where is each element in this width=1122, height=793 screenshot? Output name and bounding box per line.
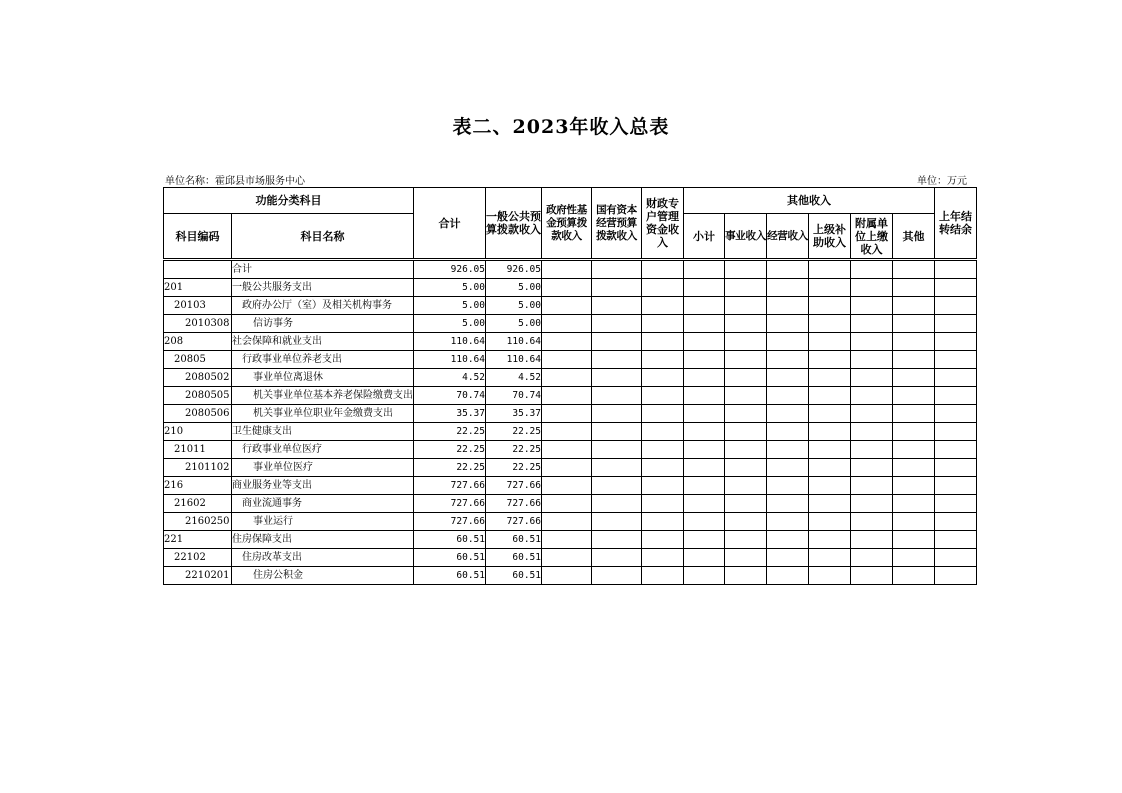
empty-cell: [767, 387, 809, 405]
empty-cell: [809, 279, 851, 297]
table-row: [164, 567, 977, 585]
table-row: [164, 333, 977, 351]
empty-cell: [893, 477, 935, 495]
row-total: 926.05: [414, 261, 486, 279]
empty-cell: [767, 423, 809, 441]
row-general-budget: 727.66: [486, 513, 542, 531]
header-gov-fund: 政府性基金预算拨款收入: [542, 188, 592, 259]
empty-cell: [935, 333, 977, 351]
row-code: 21602: [164, 495, 232, 513]
empty-cell: [642, 423, 684, 441]
empty-cell: [767, 369, 809, 387]
empty-cell: [542, 405, 592, 423]
empty-cell: [935, 315, 977, 333]
row-code: 2101102: [164, 459, 232, 477]
empty-cell: [767, 297, 809, 315]
empty-cell: [592, 441, 642, 459]
empty-cell: [935, 423, 977, 441]
empty-cell: [893, 351, 935, 369]
empty-cell: [592, 333, 642, 351]
empty-cell: [592, 261, 642, 279]
row-code: 201: [164, 279, 232, 297]
empty-cell: [725, 297, 767, 315]
empty-cell: [592, 495, 642, 513]
table-row: [164, 423, 977, 441]
empty-cell: [642, 333, 684, 351]
table-row: [164, 387, 977, 405]
empty-cell: [642, 531, 684, 549]
row-total: 5.00: [414, 315, 486, 333]
empty-cell: [851, 297, 893, 315]
row-name: 事业单位离退休: [232, 369, 414, 387]
empty-cell: [684, 261, 725, 279]
row-general-budget: 4.52: [486, 369, 542, 387]
empty-cell: [809, 351, 851, 369]
empty-cell: [809, 567, 851, 585]
header-general-budget: 一般公共预算拨款收入: [486, 188, 542, 259]
empty-cell: [851, 459, 893, 477]
empty-cell: [592, 513, 642, 531]
empty-cell: [725, 567, 767, 585]
empty-cell: [542, 495, 592, 513]
row-name: 商业服务业等支出: [232, 477, 414, 495]
empty-cell: [809, 477, 851, 495]
empty-cell: [542, 531, 592, 549]
empty-cell: [809, 405, 851, 423]
row-code: 216: [164, 477, 232, 495]
empty-cell: [935, 567, 977, 585]
header-affiliated-payment: 附属单位上缴收入: [851, 214, 893, 259]
header-business-income: 事业收入: [725, 214, 767, 259]
header-code: 科目编码: [164, 214, 232, 259]
row-name: 政府办公厅（室）及相关机构事务: [232, 297, 414, 315]
empty-cell: [684, 567, 725, 585]
empty-cell: [767, 351, 809, 369]
empty-cell: [542, 459, 592, 477]
row-general-budget: 22.25: [486, 441, 542, 459]
row-general-budget: 110.64: [486, 333, 542, 351]
empty-cell: [725, 261, 767, 279]
row-code: 20805: [164, 351, 232, 369]
empty-cell: [592, 315, 642, 333]
empty-cell: [542, 351, 592, 369]
empty-cell: [851, 387, 893, 405]
empty-cell: [809, 531, 851, 549]
row-total: 60.51: [414, 531, 486, 549]
empty-cell: [809, 315, 851, 333]
empty-cell: [542, 387, 592, 405]
empty-cell: [592, 297, 642, 315]
header-carryover: 上年结转结余: [935, 188, 977, 259]
empty-cell: [767, 441, 809, 459]
empty-cell: [893, 315, 935, 333]
row-name: 商业流通事务: [232, 495, 414, 513]
empty-cell: [725, 405, 767, 423]
empty-cell: [725, 279, 767, 297]
table-row: [164, 261, 977, 279]
empty-cell: [851, 513, 893, 531]
empty-cell: [935, 477, 977, 495]
empty-cell: [935, 261, 977, 279]
empty-cell: [684, 405, 725, 423]
row-general-budget: 926.05: [486, 261, 542, 279]
empty-cell: [893, 261, 935, 279]
row-general-budget: 22.25: [486, 423, 542, 441]
table-row: [164, 513, 977, 531]
empty-cell: [767, 333, 809, 351]
row-total: 110.64: [414, 333, 486, 351]
empty-cell: [592, 279, 642, 297]
empty-cell: [809, 549, 851, 567]
empty-cell: [935, 297, 977, 315]
empty-cell: [684, 531, 725, 549]
row-total: 5.00: [414, 279, 486, 297]
empty-cell: [809, 261, 851, 279]
empty-cell: [767, 261, 809, 279]
row-name: 住房保障支出: [232, 531, 414, 549]
empty-cell: [642, 549, 684, 567]
empty-cell: [893, 549, 935, 567]
empty-cell: [642, 279, 684, 297]
row-code: 2210201: [164, 567, 232, 585]
empty-cell: [851, 495, 893, 513]
row-total: 22.25: [414, 459, 486, 477]
row-name: 机关事业单位基本养老保险缴费支出: [232, 387, 414, 405]
empty-cell: [851, 477, 893, 495]
empty-cell: [592, 531, 642, 549]
row-code: 21011: [164, 441, 232, 459]
empty-cell: [592, 567, 642, 585]
row-name: 合计: [232, 261, 414, 279]
empty-cell: [684, 477, 725, 495]
empty-cell: [809, 369, 851, 387]
empty-cell: [642, 405, 684, 423]
table-row: [164, 297, 977, 315]
empty-cell: [893, 405, 935, 423]
empty-cell: [851, 351, 893, 369]
row-general-budget: 60.51: [486, 549, 542, 567]
empty-cell: [642, 387, 684, 405]
empty-cell: [851, 441, 893, 459]
empty-cell: [642, 297, 684, 315]
empty-cell: [542, 261, 592, 279]
empty-cell: [725, 531, 767, 549]
empty-cell: [767, 459, 809, 477]
empty-cell: [592, 477, 642, 495]
row-general-budget: 22.25: [486, 459, 542, 477]
empty-cell: [893, 279, 935, 297]
empty-cell: [809, 423, 851, 441]
table-row: [164, 405, 977, 423]
row-code: 2080502: [164, 369, 232, 387]
empty-cell: [684, 423, 725, 441]
empty-cell: [893, 567, 935, 585]
empty-cell: [809, 297, 851, 315]
header-others: 其他: [893, 214, 935, 259]
empty-cell: [725, 351, 767, 369]
empty-cell: [684, 459, 725, 477]
empty-cell: [725, 495, 767, 513]
row-code: 210: [164, 423, 232, 441]
empty-cell: [725, 459, 767, 477]
row-total: 60.51: [414, 567, 486, 585]
empty-cell: [767, 405, 809, 423]
empty-cell: [725, 477, 767, 495]
row-code: 2080505: [164, 387, 232, 405]
empty-cell: [767, 315, 809, 333]
empty-cell: [809, 459, 851, 477]
row-code: 2010308: [164, 315, 232, 333]
row-name: 事业单位医疗: [232, 459, 414, 477]
empty-cell: [935, 441, 977, 459]
empty-cell: [935, 531, 977, 549]
empty-cell: [767, 531, 809, 549]
row-general-budget: 35.37: [486, 405, 542, 423]
empty-cell: [592, 369, 642, 387]
row-total: 60.51: [414, 549, 486, 567]
table-row: [164, 279, 977, 297]
row-name: 住房公积金: [232, 567, 414, 585]
empty-cell: [935, 495, 977, 513]
row-code: 20103: [164, 297, 232, 315]
table-row: [164, 369, 977, 387]
empty-cell: [851, 423, 893, 441]
row-general-budget: 5.00: [486, 315, 542, 333]
table-row: [164, 441, 977, 459]
empty-cell: [893, 297, 935, 315]
empty-cell: [893, 459, 935, 477]
empty-cell: [542, 441, 592, 459]
row-general-budget: 60.51: [486, 567, 542, 585]
row-name: 信访事务: [232, 315, 414, 333]
row-code: 2080506: [164, 405, 232, 423]
row-name: 事业运行: [232, 513, 414, 531]
empty-cell: [592, 405, 642, 423]
empty-cell: [642, 495, 684, 513]
empty-cell: [542, 567, 592, 585]
empty-cell: [592, 423, 642, 441]
header-other-income: 其他收入: [684, 188, 935, 214]
empty-cell: [893, 495, 935, 513]
row-code: [164, 261, 232, 279]
row-code: 208: [164, 333, 232, 351]
empty-cell: [642, 351, 684, 369]
header-fiscal-special: 财政专户管理资金收入: [642, 188, 684, 259]
table-row: [164, 459, 977, 477]
empty-cell: [684, 513, 725, 531]
row-total: 22.25: [414, 441, 486, 459]
row-code: 221: [164, 531, 232, 549]
empty-cell: [767, 477, 809, 495]
empty-cell: [542, 477, 592, 495]
header-func-category: 功能分类科目: [164, 188, 414, 214]
empty-cell: [642, 477, 684, 495]
empty-cell: [542, 333, 592, 351]
row-name: 社会保障和就业支出: [232, 333, 414, 351]
empty-cell: [851, 261, 893, 279]
row-total: 4.52: [414, 369, 486, 387]
empty-cell: [767, 495, 809, 513]
header-state-capital: 国有资本经营预算拨款收入: [592, 188, 642, 259]
empty-cell: [935, 513, 977, 531]
empty-cell: [851, 279, 893, 297]
row-total: 110.64: [414, 351, 486, 369]
empty-cell: [851, 531, 893, 549]
row-name: 卫生健康支出: [232, 423, 414, 441]
table-row: [164, 549, 977, 567]
header-total: 合计: [414, 188, 486, 259]
row-total: 5.00: [414, 297, 486, 315]
empty-cell: [851, 333, 893, 351]
table-row: [164, 477, 977, 495]
empty-cell: [542, 369, 592, 387]
empty-cell: [684, 333, 725, 351]
empty-cell: [725, 315, 767, 333]
row-name: 住房改革支出: [232, 549, 414, 567]
row-total: 727.66: [414, 495, 486, 513]
empty-cell: [542, 549, 592, 567]
empty-cell: [935, 549, 977, 567]
empty-cell: [851, 369, 893, 387]
empty-cell: [642, 441, 684, 459]
row-general-budget: 727.66: [486, 495, 542, 513]
empty-cell: [893, 369, 935, 387]
empty-cell: [935, 405, 977, 423]
empty-cell: [851, 549, 893, 567]
empty-cell: [684, 495, 725, 513]
row-total: 35.37: [414, 405, 486, 423]
empty-cell: [767, 549, 809, 567]
unit-name-label: 单位名称：霍邱县市场服务中心: [165, 176, 305, 187]
row-name: 机关事业单位职业年金缴费支出: [232, 405, 414, 423]
empty-cell: [725, 549, 767, 567]
empty-cell: [725, 441, 767, 459]
empty-cell: [684, 297, 725, 315]
empty-cell: [592, 387, 642, 405]
empty-cell: [767, 567, 809, 585]
empty-cell: [684, 279, 725, 297]
empty-cell: [809, 513, 851, 531]
empty-cell: [935, 459, 977, 477]
empty-cell: [893, 513, 935, 531]
empty-cell: [893, 387, 935, 405]
table-row: [164, 495, 977, 513]
empty-cell: [725, 369, 767, 387]
empty-cell: [893, 441, 935, 459]
row-name: 行政事业单位医疗: [232, 441, 414, 459]
empty-cell: [542, 513, 592, 531]
empty-cell: [809, 495, 851, 513]
row-name: 一般公共服务支出: [232, 279, 414, 297]
table-row: [164, 315, 977, 333]
row-general-budget: 110.64: [486, 351, 542, 369]
header-operating-income: 经营收入: [767, 214, 809, 259]
table-row: [164, 531, 977, 549]
empty-cell: [684, 387, 725, 405]
empty-cell: [725, 423, 767, 441]
empty-cell: [542, 297, 592, 315]
empty-cell: [851, 405, 893, 423]
table-row: [164, 351, 977, 369]
empty-cell: [809, 441, 851, 459]
income-summary-table: [163, 187, 977, 585]
empty-cell: [851, 567, 893, 585]
empty-cell: [642, 369, 684, 387]
empty-cell: [684, 315, 725, 333]
empty-cell: [725, 513, 767, 531]
empty-cell: [542, 423, 592, 441]
empty-cell: [893, 333, 935, 351]
header-subtotal: 小计: [684, 214, 725, 259]
header-name: 科目名称: [232, 214, 414, 259]
row-total: 727.66: [414, 513, 486, 531]
empty-cell: [592, 459, 642, 477]
empty-cell: [893, 423, 935, 441]
empty-cell: [767, 279, 809, 297]
empty-cell: [725, 333, 767, 351]
row-general-budget: 5.00: [486, 279, 542, 297]
row-total: 727.66: [414, 477, 486, 495]
row-general-budget: 727.66: [486, 477, 542, 495]
row-name: 行政事业单位养老支出: [232, 351, 414, 369]
empty-cell: [592, 351, 642, 369]
empty-cell: [642, 513, 684, 531]
empty-cell: [684, 549, 725, 567]
empty-cell: [542, 279, 592, 297]
unit-label: 单位：万元: [917, 176, 967, 187]
empty-cell: [642, 315, 684, 333]
empty-cell: [935, 369, 977, 387]
row-general-budget: 5.00: [486, 297, 542, 315]
empty-cell: [851, 315, 893, 333]
empty-cell: [935, 351, 977, 369]
empty-cell: [684, 441, 725, 459]
empty-cell: [809, 387, 851, 405]
empty-cell: [542, 315, 592, 333]
row-total: 70.74: [414, 387, 486, 405]
row-code: 22102: [164, 549, 232, 567]
page-title: 表二、2023年收入总表: [452, 116, 670, 138]
empty-cell: [893, 531, 935, 549]
empty-cell: [725, 387, 767, 405]
empty-cell: [642, 567, 684, 585]
empty-cell: [809, 333, 851, 351]
empty-cell: [935, 387, 977, 405]
empty-cell: [935, 279, 977, 297]
header-superior-subsidy: 上级补助收入: [809, 214, 851, 259]
empty-cell: [642, 459, 684, 477]
empty-cell: [592, 549, 642, 567]
row-general-budget: 70.74: [486, 387, 542, 405]
empty-cell: [642, 261, 684, 279]
row-general-budget: 60.51: [486, 531, 542, 549]
row-total: 22.25: [414, 423, 486, 441]
empty-cell: [767, 513, 809, 531]
row-code: 2160250: [164, 513, 232, 531]
empty-cell: [684, 351, 725, 369]
empty-cell: [684, 369, 725, 387]
